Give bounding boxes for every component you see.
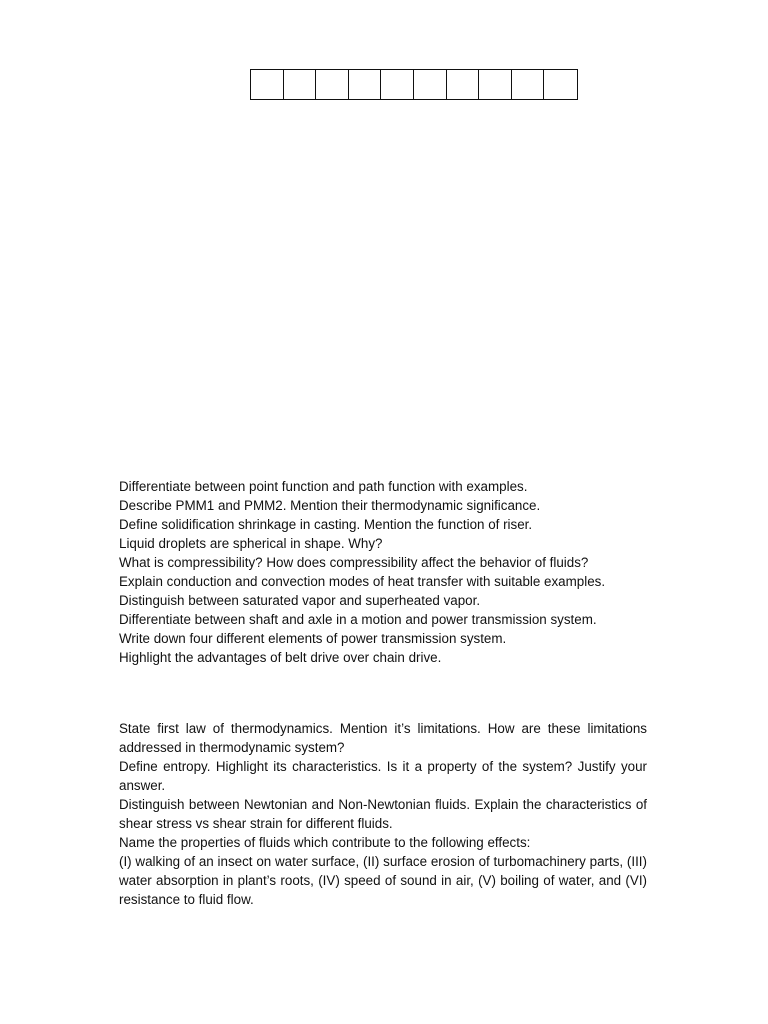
roll-number-box [544, 70, 577, 99]
question-item: Distinguish between saturated vapor and superheated vapor. [119, 593, 481, 608]
roll-number-box [479, 70, 512, 99]
roll-number-box [512, 70, 545, 99]
short-questions-list [119, 477, 659, 667]
question-item: Name the properties of fluids which contribute to the following effects: [119, 835, 531, 850]
question-item: State first law of thermodynamics. Mention it’s limitations. How are these limitations addressed in thermodynamic system? [119, 721, 647, 755]
roll-number-box [316, 70, 349, 99]
question-item: Describe PMM1 and PMM2. Mention their thermodynamic significance. [119, 498, 541, 513]
roll-number-boxes [250, 69, 578, 100]
roll-number-box [284, 70, 317, 99]
roll-number-box [414, 70, 447, 99]
roll-number-box [381, 70, 414, 99]
question-item: Differentiate between point function and path function with examples. [119, 479, 528, 494]
question-item: Define entropy. Highlight its characteristics. Is it a property of the system? Justify your answer. [119, 759, 647, 793]
question-item: Define solidification shrinkage in casting. Mention the function of riser. [119, 517, 533, 532]
question-item: Distinguish between Newtonian and Non-Newtonian fluids. Explain the characteristics of shear stress vs shear strain for different fluids. [119, 797, 647, 831]
question-item: Write down four different elements of power transmission system. [119, 631, 507, 646]
long-questions-list [119, 719, 647, 909]
roll-number-box [447, 70, 480, 99]
question-item: What is compressibility? How does compressibility affect the behavior of fluids? [119, 555, 589, 570]
question-item: Differentiate between shaft and axle in a motion and power transmission system. [119, 612, 597, 627]
question-item: (I) walking of an insect on water surface, (II) surface erosion of turbomachinery parts, (III) water absorption in plant’s roots, (IV) speed of sound in air, (V) boiling of water, and (VI) resistance to fluid flow. [119, 854, 647, 907]
roll-number-box [251, 70, 284, 99]
question-item: Highlight the advantages of belt drive over chain drive. [119, 650, 442, 665]
question-item: Explain conduction and convection modes of heat transfer with suitable examples. [119, 574, 606, 589]
question-item: Liquid droplets are spherical in shape. Why? [119, 536, 383, 551]
roll-number-box [349, 70, 382, 99]
